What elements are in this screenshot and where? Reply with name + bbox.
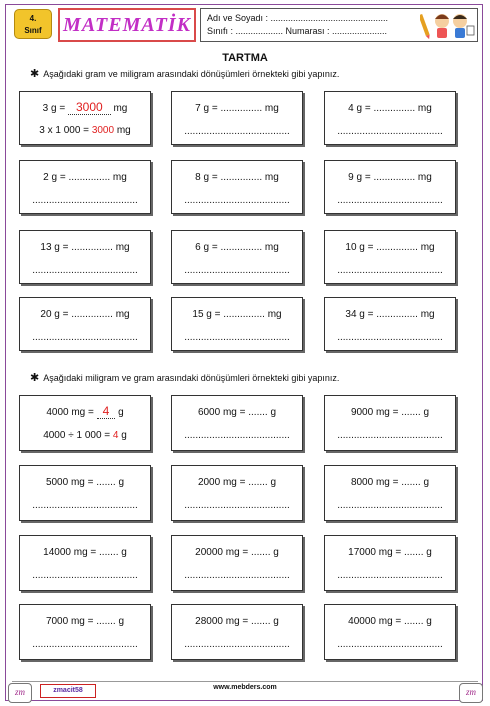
star-icon: ✱ (30, 372, 40, 384)
example-line: 4000 mg = 4 g (46, 404, 124, 418)
exercise-question[interactable]: 7000 mg = ....... g (45, 616, 125, 627)
grade-label: Sınıf (24, 26, 42, 35)
answer-line[interactable]: ...................................... (337, 430, 443, 441)
footer-divider (12, 681, 478, 682)
exercise-question[interactable]: 8 g = ............... mg (195, 172, 279, 183)
answer-line[interactable]: ...................................... (337, 195, 443, 206)
class-number-field[interactable]: Sınıfı : ................... Numarası : ...................... (207, 26, 388, 36)
exercise-box (171, 604, 303, 660)
exercise-box (171, 230, 303, 284)
exercise-question[interactable]: 5000 mg = ....... g (45, 477, 125, 488)
exercise-question[interactable]: 6 g = ............... mg (195, 242, 279, 253)
instruction-text: Aşağıdaki gram ve miligram arasındaki dönüşümleri örnekteki gibi yapınız. (43, 69, 340, 79)
exercise-question[interactable]: 9000 mg = ....... g (350, 407, 430, 418)
exercise-question[interactable]: 20 g = ............... mg (40, 309, 130, 320)
exercise-box (171, 465, 303, 521)
exercise-question[interactable]: 6000 mg = ....... g (197, 407, 277, 418)
exercise-box (324, 535, 456, 591)
exercise-question[interactable]: 34 g = ............... mg (345, 309, 435, 320)
answer-line[interactable]: ...................................... (184, 195, 290, 206)
answer-line[interactable]: ...................................... (337, 265, 443, 276)
answer-line[interactable]: ...................................... (184, 265, 290, 276)
answer-line[interactable]: ...................................... (337, 332, 443, 343)
example-calculation: 4000 ÷ 1 000 = 4 g (43, 430, 127, 441)
exercise-question[interactable]: 10 g = ............... mg (345, 242, 435, 253)
exercise-box (171, 91, 303, 145)
exercise-question[interactable]: 20000 mg = ....... g (195, 547, 279, 558)
exercise-box (171, 297, 303, 351)
star-icon: ✱ (30, 68, 40, 80)
worksheet-title: TARTMA (222, 52, 268, 64)
answer-line[interactable]: ...................................... (184, 639, 290, 650)
example-box-1 (19, 91, 151, 145)
footer-url[interactable]: www.mebders.com (213, 684, 277, 691)
exercise-question[interactable]: 2000 mg = ....... g (197, 477, 277, 488)
exercise-question[interactable]: 7 g = ............... mg (195, 103, 279, 114)
answer-line[interactable]: ...................................... (337, 500, 443, 511)
exercise-question[interactable]: 2 g = ............... mg (43, 172, 127, 183)
example-answer: 3000 (68, 100, 111, 115)
exercise-box (324, 160, 456, 214)
name-field[interactable]: Adı ve Soyadı : ............................................... (207, 13, 389, 23)
answer-line[interactable]: ...................................... (184, 332, 290, 343)
exercise-box (19, 230, 151, 284)
title-box (58, 8, 196, 42)
exercise-question[interactable]: 9 g = ............... mg (348, 172, 432, 183)
exercise-box (19, 604, 151, 660)
exercise-question[interactable]: 8000 mg = ....... g (350, 477, 430, 488)
exercise-box (171, 535, 303, 591)
page-title: MATEMATİK (63, 13, 191, 36)
exercise-box (324, 604, 456, 660)
answer-line[interactable]: ...................................... (32, 639, 138, 650)
answer-line[interactable]: ...................................... (184, 126, 290, 137)
answer-line[interactable]: ...................................... (184, 500, 290, 511)
answer-line[interactable]: ...................................... (337, 570, 443, 581)
exercise-box (324, 465, 456, 521)
exercise-box (19, 535, 151, 591)
instruction-text: Aşağıdaki miligram ve gram arasındaki dönüşümleri örnekteki gibi yapınız. (43, 373, 340, 383)
exercise-question[interactable]: 13 g = ............... mg (40, 242, 130, 253)
exercise-question[interactable]: 14000 mg = ....... g (43, 547, 127, 558)
example-calculation: 3 x 1 000 = 3000 mg (39, 125, 131, 136)
example-box-2 (19, 395, 151, 451)
example-line: 3 g = 3000 mg (42, 100, 128, 114)
exercise-box (171, 160, 303, 214)
exercise-question[interactable]: 15 g = ............... mg (192, 309, 282, 320)
answer-line[interactable]: ...................................... (32, 332, 138, 343)
answer-line[interactable]: ...................................... (184, 570, 290, 581)
section2-instruction (30, 371, 339, 384)
exercise-box (171, 395, 303, 451)
answer-line[interactable]: ...................................... (32, 500, 138, 511)
answer-line[interactable]: ...................................... (32, 570, 138, 581)
grade-number: 4. (29, 14, 37, 23)
exercise-box (19, 297, 151, 351)
exercise-question[interactable]: 17000 mg = ....... g (348, 547, 432, 558)
kids-illustration-icon (420, 10, 476, 40)
answer-line[interactable]: ...................................... (32, 195, 138, 206)
exercise-box (19, 465, 151, 521)
answer-line[interactable]: ...................................... (32, 265, 138, 276)
exercise-box (324, 395, 456, 451)
grade-badge (14, 9, 52, 39)
example-answer: 4 (97, 404, 116, 419)
exercise-box (19, 160, 151, 214)
zm-logo-left-icon: zm (8, 683, 32, 703)
section1-instruction (30, 67, 339, 80)
exercise-question[interactable]: 40000 mg = ....... g (348, 616, 432, 627)
exercise-box (324, 297, 456, 351)
answer-line[interactable]: ...................................... (337, 639, 443, 650)
exercise-question[interactable]: 4 g = ............... mg (348, 103, 432, 114)
answer-line[interactable]: ...................................... (184, 430, 290, 441)
exercise-box (324, 91, 456, 145)
exercise-box (324, 230, 456, 284)
zm-logo-right-icon: zm (459, 683, 483, 703)
author-badge: zmacit58 (40, 684, 96, 698)
exercise-question[interactable]: 28000 mg = ....... g (195, 616, 279, 627)
answer-line[interactable]: ...................................... (337, 126, 443, 137)
